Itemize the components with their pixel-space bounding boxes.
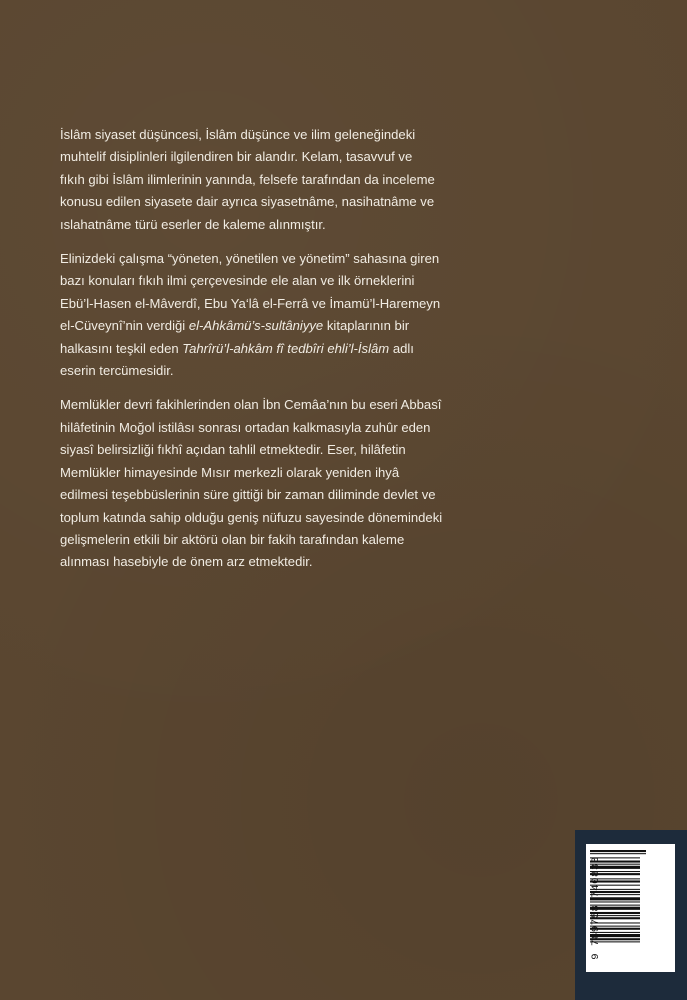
blurb-text: halkasını teşkil eden [60,340,183,356]
blurb-paragraph [60,248,628,382]
blurb-paragraph [60,124,628,236]
barcode-label [586,844,675,972]
blurb-text: muhtelif disiplinleri ilgilendiren bir alandır. Kelam, tasavvuf ve [60,149,413,165]
blurb-text: gelişmelerin etkili bir aktörü olan bir fakih tarafından kaleme [60,531,405,547]
blurb-line [60,270,628,292]
blurb-text: ıslahatnâme türü eserler de kaleme alınmıştır. [60,216,326,232]
blurb-text: konusu edilen siyasete dair ayrıca siyasetnâme, nasihatnâme ve [60,194,435,210]
blurb-line [60,551,628,573]
blurb-line [60,315,628,337]
blurb-text: İslâm siyaset düşüncesi, İslâm düşünce ve ilim geleneğindeki [60,127,416,142]
blurb-line [60,507,628,529]
blurb-paragraph [60,394,628,573]
blurb-line [60,124,628,146]
blurb-text: eserin tercümesidir. [60,363,174,379]
blurb-text: Elinizdeki çalışma “yöneten, yönetilen ve yönetim” sahasına giren [60,251,440,267]
book-title-italic: el-Ahkâmü’s-sultâniyye [188,318,324,334]
blurb-line [60,360,628,382]
blurb-line [60,169,628,191]
blurb-line [60,338,628,360]
blurb-line [60,293,628,315]
back-cover-blurb [60,124,628,586]
blurb-line [60,191,628,213]
blurb-text: alınması hasebiyle de önem arz etmektedir. [60,554,313,570]
book-title-italic: Tahrîrü’l-ahkâm fî tedbîri ehli’l-İslâm [182,340,390,356]
blurb-text: siyasî belirsizliği fıkhî açıdan tahlil etmektedir. Eser, hilâfetin [60,442,406,458]
blurb-text: fıkıh gibi İslâm ilimlerinin yanında, felsefe tarafından da inceleme [60,171,435,187]
blurb-text: toplum katında sahip olduğu geniş nüfuzu sayesinde dönemindeki [60,509,443,525]
blurb-line [60,214,628,236]
blurb-line [60,439,628,461]
blurb-line [60,417,628,439]
blurb-text: bazı konuları fıkıh ilmi çerçevesinde ele alan ve ilk örneklerini [60,273,415,289]
blurb-text: adlı [389,340,414,356]
blurb-line [60,529,628,551]
blurb-line [60,146,628,168]
blurb-line [60,394,628,416]
blurb-text: hilâfetinin Moğol istilâsı sonrası ortadan kalkmasıyla zuhûr eden [60,419,431,435]
blurb-line [60,248,628,270]
blurb-text: kitaplarının bir [323,318,410,334]
blurb-text: Memlükler devri fakihlerinden olan İbn Cemâa’nın bu eseri Abbasî [60,397,442,413]
blurb-text: el-Cüveynî’nin verdiği [60,318,189,334]
blurb-text: Ebü’l-Hasen el-Mâverdî, Ebu Ya‘lâ el-Ferrâ ve İmamü’l-Haremeyn [60,295,441,311]
blurb-line [60,462,628,484]
blurb-text: Memlükler himayesinde Mısır merkezli olarak yeniden ihyâ [60,464,400,480]
isbn-number: 9 789758 740833 [590,856,602,960]
blurb-line [60,484,628,506]
barcode-panel [575,830,687,1000]
blurb-text: edilmesi teşebbüslerinin süre gittiği bir zaman diliminde devlet ve [60,487,436,503]
